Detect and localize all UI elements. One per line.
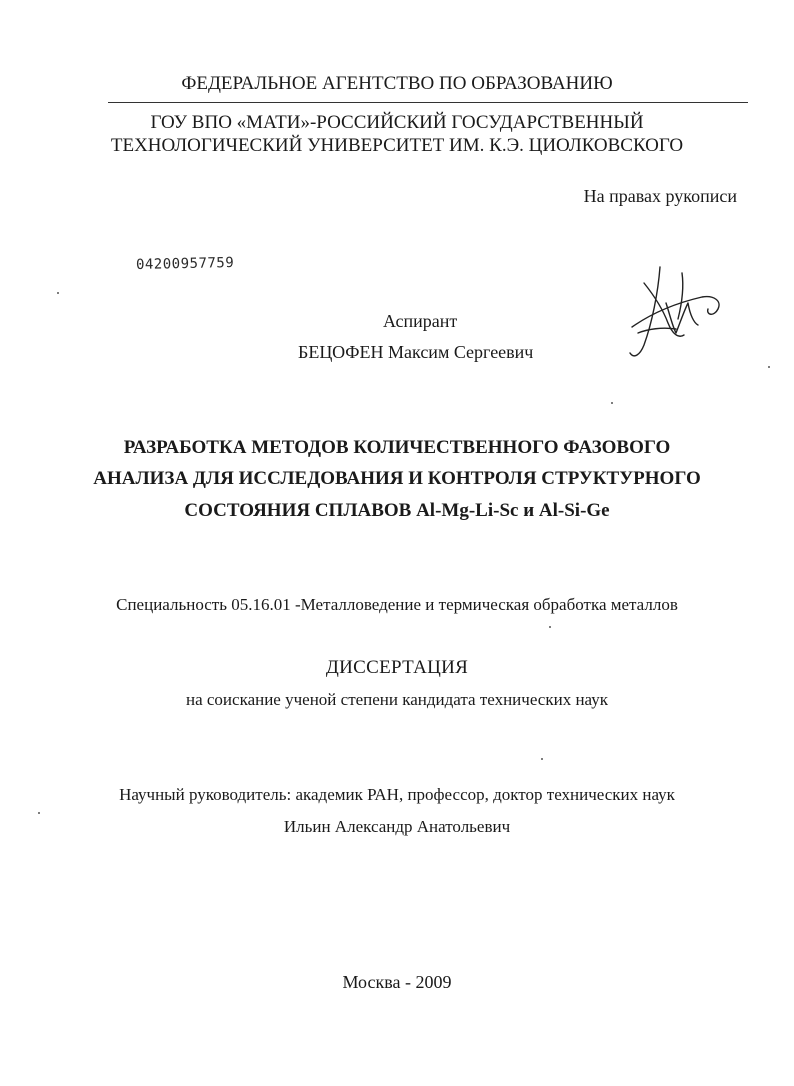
university-name-line-1: ГОУ ВПО «МАТИ»-РОССИЙСКИЙ ГОСУДАРСТВЕННЫЙ [150, 112, 644, 133]
signature-stroke-5 [678, 273, 683, 319]
advisor-title-line: Научный руководитель: академик РАН, профессор, доктор технических наук [119, 785, 675, 804]
scan-speck [57, 292, 59, 294]
dissertation-title-line-3: СОСТОЯНИЯ СПЛАВОВ Al-Mg-Li-Sc и Al-Si-Ge [184, 500, 610, 521]
scan-speck [541, 758, 543, 760]
manuscript-note: На правах рукописи [583, 186, 737, 206]
signature-stroke-3 [632, 297, 719, 327]
agency-heading: ФЕДЕРАЛЬНОЕ АГЕНТСТВО ПО ОБРАЗОВАНИЮ [181, 73, 613, 94]
scan-speck [549, 626, 551, 628]
city-year: Москва - 2009 [342, 972, 452, 992]
handwritten-signature [622, 263, 732, 373]
degree-line: на соискание ученой степени кандидата технических наук [185, 690, 608, 709]
scan-speck [38, 812, 40, 814]
dissertation-title-line-1: РАЗРАБОТКА МЕТОДОВ КОЛИЧЕСТВЕННОГО ФАЗОВОГО [123, 437, 671, 458]
author-name: БЕЦОФЕН Максим Сергеевич [298, 342, 534, 362]
catalog-number: 04200957759 [135, 254, 235, 273]
author-role: Аспирант [383, 311, 458, 331]
header-divider [108, 102, 748, 103]
document-type: ДИССЕРТАЦИЯ [325, 657, 469, 678]
university-name-line-2: ТЕХНОЛОГИЧЕСКИЙ УНИВЕРСИТЕТ ИМ. К.Э. ЦИОЛКОВСКОГО [110, 135, 684, 156]
specialty-line: Специальность 05.16.01 -Металловедение и термическая обработка металлов [116, 595, 678, 614]
signature-stroke-6 [638, 328, 676, 333]
signature-stroke-1 [630, 267, 660, 356]
scan-speck [768, 366, 770, 368]
dissertation-title-line-2: АНАЛИЗА ДЛЯ ИССЛЕДОВАНИЯ И КОНТРОЛЯ СТРУКТУРНОГО [93, 468, 701, 489]
advisor-name: Ильин Александр Анатольевич [283, 817, 511, 836]
scan-speck [611, 402, 613, 404]
